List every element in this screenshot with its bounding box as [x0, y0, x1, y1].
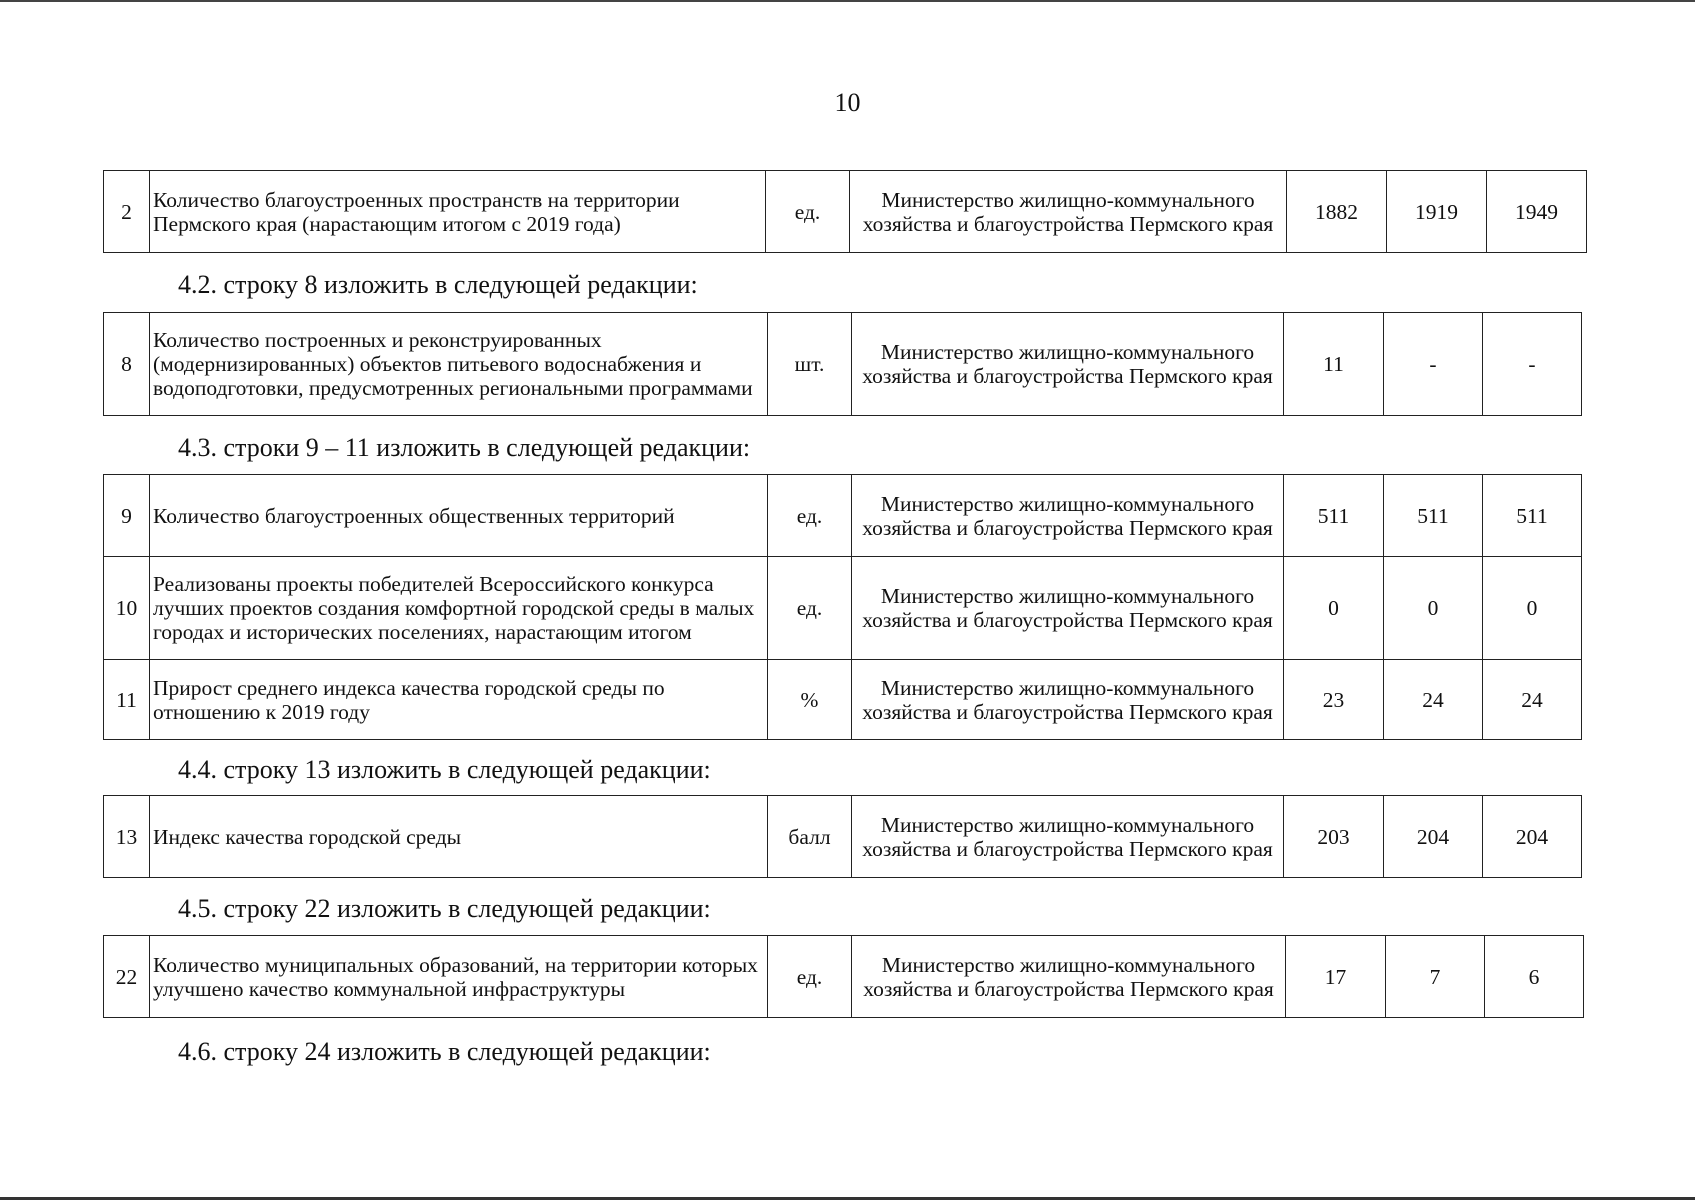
unit-of-measure: балл	[768, 796, 852, 878]
section-heading-4-6: 4.6. строку 24 изложить в следующей редакции:	[178, 1037, 711, 1066]
responsible-organization: Министерство жилищно-коммунального хозяйства и благоустройства Пермского края	[852, 796, 1284, 878]
value-year-1: 1882	[1287, 171, 1387, 253]
indicator-name: Количество благоустроенных общественных территорий	[150, 475, 768, 557]
row-number: 11	[104, 660, 150, 740]
unit-of-measure: ед.	[768, 936, 852, 1018]
indicator-name: Количество муниципальных образований, на территории которых улучшено качество коммунальной инфраструктуры	[150, 936, 768, 1018]
indicator-table-rows-9-11	[103, 474, 1582, 740]
row-number: 2	[104, 171, 150, 253]
value-year-1: 23	[1284, 660, 1384, 740]
table-row	[104, 557, 1582, 660]
section-heading-4-5: 4.5. строку 22 изложить в следующей редакции:	[178, 894, 711, 923]
indicator-name: Количество благоустроенных пространств на территории Пермского края (нарастающим итогом с 2019 года)	[150, 171, 766, 253]
section-heading-4-3: 4.3. строки 9 – 11 изложить в следующей редакции:	[178, 433, 751, 462]
value-year-2: -	[1384, 313, 1483, 416]
value-year-3: 511	[1483, 475, 1582, 557]
value-year-2: 0	[1384, 557, 1483, 660]
responsible-organization: Министерство жилищно-коммунального хозяйства и благоустройства Пермского края	[852, 475, 1284, 557]
indicator-name: Количество построенных и реконструированных (модернизированных) объектов питьевого водоснабжения и водоподготовки, предусмотренных региональными программами	[150, 313, 768, 416]
table-row	[104, 313, 1582, 416]
table-row	[104, 796, 1582, 878]
indicator-name: Индекс качества городской среды	[150, 796, 768, 878]
indicator-name: Прирост среднего индекса качества городской среды по отношению к 2019 году	[150, 660, 768, 740]
page-number: 10	[834, 88, 861, 117]
responsible-organization: Министерство жилищно-коммунального хозяйства и благоустройства Пермского края	[852, 660, 1284, 740]
responsible-organization: Министерство жилищно-коммунального хозяйства и благоустройства Пермского края	[852, 557, 1284, 660]
unit-of-measure: шт.	[768, 313, 852, 416]
value-year-3: 24	[1483, 660, 1582, 740]
value-year-1: 0	[1284, 557, 1384, 660]
unit-of-measure: ед.	[766, 171, 850, 253]
section-heading-4-2: 4.2. строку 8 изложить в следующей редакции:	[178, 270, 698, 299]
table-row	[104, 660, 1582, 740]
row-number: 9	[104, 475, 150, 557]
value-year-3: 0	[1483, 557, 1582, 660]
unit-of-measure: ед.	[768, 557, 852, 660]
value-year-3: 6	[1485, 936, 1584, 1018]
table-row	[104, 475, 1582, 557]
row-number: 13	[104, 796, 150, 878]
indicator-table-row-8	[103, 312, 1582, 416]
value-year-1: 203	[1284, 796, 1384, 878]
unit-of-measure: %	[768, 660, 852, 740]
value-year-1: 11	[1284, 313, 1384, 416]
value-year-3: 1949	[1487, 171, 1587, 253]
value-year-2: 1919	[1387, 171, 1487, 253]
table-row	[104, 171, 1587, 253]
value-year-1: 511	[1284, 475, 1384, 557]
value-year-1: 17	[1286, 936, 1386, 1018]
indicator-name: Реализованы проекты победителей Всероссийского конкурса лучших проектов создания комфортной городской среды в малых городах и исторических поселениях, нарастающим итогом	[150, 557, 768, 660]
indicator-table-row-2	[103, 170, 1587, 253]
row-number: 8	[104, 313, 150, 416]
value-year-3: 204	[1483, 796, 1582, 878]
indicator-table-row-22	[103, 935, 1584, 1018]
value-year-2: 204	[1384, 796, 1483, 878]
row-number: 22	[104, 936, 150, 1018]
table-row	[104, 936, 1584, 1018]
value-year-3: -	[1483, 313, 1582, 416]
responsible-organization: Министерство жилищно-коммунального хозяйства и благоустройства Пермского края	[850, 171, 1287, 253]
value-year-2: 24	[1384, 660, 1483, 740]
responsible-organization: Министерство жилищно-коммунального хозяйства и благоустройства Пермского края	[852, 936, 1286, 1018]
responsible-organization: Министерство жилищно-коммунального хозяйства и благоустройства Пермского края	[852, 313, 1284, 416]
unit-of-measure: ед.	[768, 475, 852, 557]
section-heading-4-4: 4.4. строку 13 изложить в следующей редакции:	[178, 755, 711, 784]
scan-edge-top	[0, 0, 1695, 2]
value-year-2: 7	[1386, 936, 1485, 1018]
value-year-2: 511	[1384, 475, 1483, 557]
indicator-table-row-13	[103, 795, 1582, 878]
row-number: 10	[104, 557, 150, 660]
